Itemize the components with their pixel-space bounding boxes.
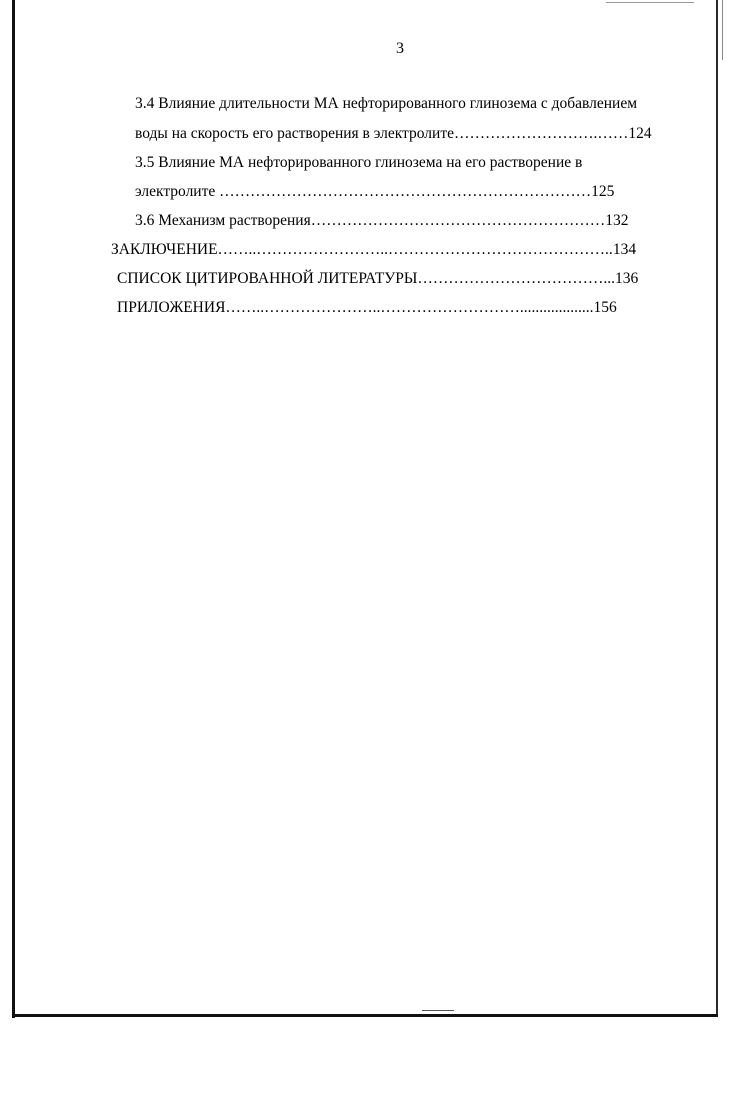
toc-entry-references	[117, 269, 638, 289]
toc-entry-3-6	[135, 211, 628, 231]
toc-entry-conclusion	[111, 240, 636, 260]
toc-entry-appendices-page: 156	[593, 299, 617, 316]
toc-entry-3-4-title-part-1: 3.4 Влияние длительности МА нефторированного глинозема с добавлением	[135, 95, 638, 112]
toc-entry-references-title: СПИСОК ЦИТИРОВАННОЙ ЛИТЕРАТУРЫ………………………………...	[117, 270, 616, 287]
scan-border-left	[12, 0, 15, 1018]
toc-entry-3-6-title: 3.6 Механизм растворения…………………………………………………	[135, 212, 606, 229]
toc-entry-conclusion-title: ЗАКЛЮЧЕНИЕ……..……………………..……………………………………..	[111, 241, 613, 258]
toc-entry-3-6-page: 132	[605, 212, 629, 229]
toc-entry-appendices-title: ПРИЛОЖЕНИЯ……..…………………..………………………...................	[117, 299, 594, 316]
toc-entry-3-5-line-2	[135, 182, 614, 202]
page-number: 3	[396, 40, 404, 57]
scan-border-bottom	[12, 1014, 718, 1017]
scan-border-right	[716, 0, 718, 1015]
toc-entry-3-4-page: 124	[628, 125, 652, 142]
toc-entry-3-5-line-1	[135, 153, 582, 173]
toc-entry-3-4-line-1	[135, 94, 637, 114]
toc-entry-references-page: 136	[615, 270, 639, 287]
toc-entry-3-4-title-part-2: воды на скорость его растворения в электролите……………………….……	[135, 125, 629, 142]
toc-entry-conclusion-page: 134	[612, 241, 637, 258]
scan-mark-top	[606, 2, 694, 3]
toc-entry-appendices	[117, 298, 617, 318]
toc-entry-3-5-page: 125	[591, 183, 615, 200]
scan-mark-bottom	[422, 1010, 454, 1011]
toc-entry-3-4-line-2	[135, 124, 652, 144]
toc-entry-3-5-title-part-1: 3.5 Влияние МА нефторированного глинозема на его растворение в	[135, 154, 583, 171]
toc-entry-3-5-title-part-2: электролите ………………………………………………………………	[135, 183, 592, 200]
